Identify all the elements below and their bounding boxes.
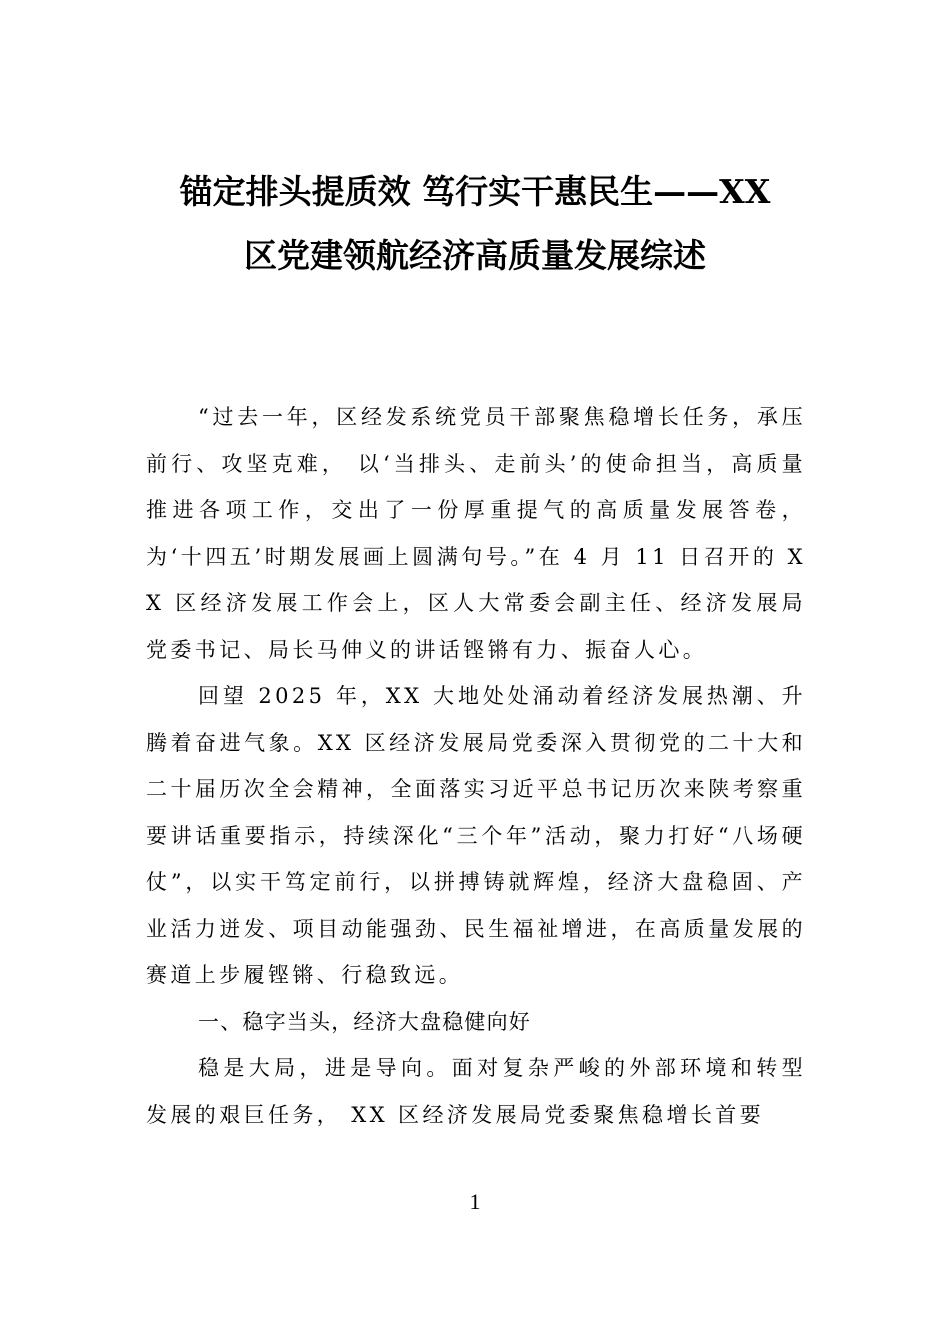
title-line-2: 区党建领航经济高质量发展综述 <box>244 236 706 275</box>
paragraph-1: “过去一年，区经发系统党员干部聚焦稳增长任务，承压前行、攻坚克难， 以‘当排头、走前头’的使命担当，高质量推进各项工作，交出了一份厚重提气的高质量发展答卷，为‘十四五’时期发展画上圆满句号。”在 4 月 11 日召开的 XX 区经济发展工作会上，区人大常委会副主任、经济发展局党委书记、局长马伸义的讲话铿锵有力、振奋人心。 <box>146 405 806 662</box>
title-line-1: 锚定排头提质效 笃行实干惠民生——XX <box>179 172 771 211</box>
document-body <box>146 394 806 1138</box>
paragraph-3: 稳是大局，进是导向。面对复杂严峻的外部环境和转型发展的艰巨任务， XX 区经济发展局党委聚焦稳增长首要 <box>146 1056 806 1127</box>
page-number: 1 <box>469 1189 481 1214</box>
section-heading-1: 一、稳字当头，经济大盘稳健向好 <box>198 1009 531 1034</box>
paragraph-2: 回望 2025 年，XX 大地处处涌动着经济发展热潮、升腾着奋进气象。XX 区经济发展局党委深入贯彻党的二十大和二十届历次全会精神，全面落实习近平总书记历次来陕考察重要讲话重要指示，持续深化“三个年”活动，聚力打好“八场硬仗”，以实干笃定前行，以拼搏铸就辉煌，经济大盘稳固、产业活力迸发、项目动能强劲、民生福祉增进，在高质量发展的赛道上步履铿锵、行稳致远。 <box>146 684 806 987</box>
document-title <box>148 164 802 284</box>
